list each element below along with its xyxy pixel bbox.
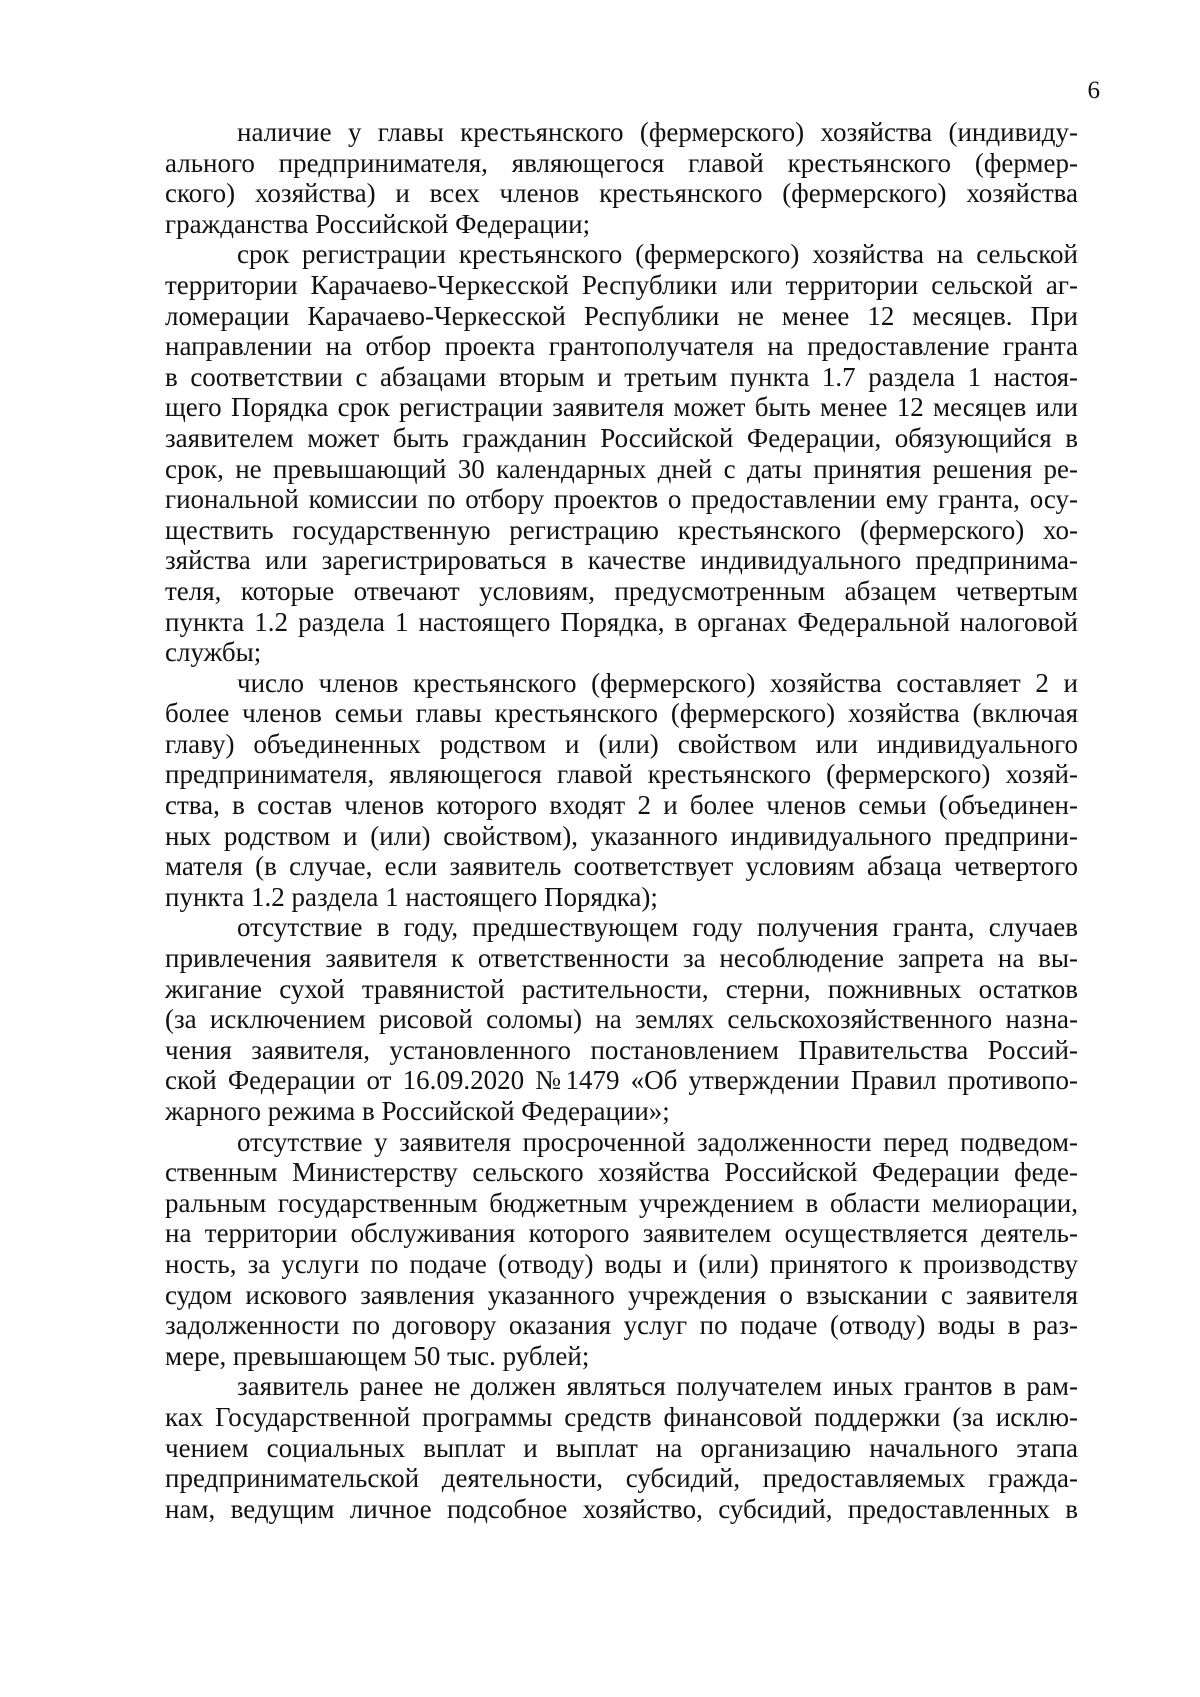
text-line: зяйства или зарегистрироваться в качестве индивидуального предпринима- — [165, 545, 1078, 576]
text-line: на территории обслуживания которого заявителем осуществляется деятель- — [165, 1218, 1078, 1249]
text-line: мателя (в случае, если заявитель соответствует условиям абзаца четвертого — [165, 851, 1078, 882]
text-line: гражданства Российской Федерации; — [165, 208, 591, 239]
text-line: пункта 1.2 раздела 1 настоящего Порядка, в органах Федеральной налоговой — [165, 606, 1078, 637]
text-line: ственным Министерству сельского хозяйства Российской Федерации феде- — [165, 1157, 1078, 1188]
text-line: ства, в состав членов которого входят 2 и более членов семьи (объединен- — [165, 790, 1078, 821]
text-line: ральным государственным бюджетным учреждением в области мелиорации, — [165, 1187, 1078, 1218]
text-line: теля, которые отвечают условиям, предусмотренным абзацем четвертым — [165, 575, 1078, 606]
text-line: ществить государственную регистрацию крестьянского (фермерского) хо- — [165, 514, 1078, 545]
text-line: главу) объединенных родством и (или) свойством или индивидуального — [165, 728, 1078, 759]
text-line: более членов семьи главы крестьянского (фермерского) хозяйства (включая — [165, 698, 1078, 729]
text-line: жарного режима в Российской Федерации»; — [165, 1096, 670, 1126]
text-line: пункта 1.2 раздела 1 настоящего Порядка); — [165, 881, 658, 912]
text-line: мере, превышающем 50 тыс. рублей; — [165, 1340, 590, 1371]
text-line: (за исключением рисовой соломы) на землях сельскохозяйственного назна- — [165, 1004, 1078, 1035]
text-line: чением социальных выплат и выплат на организацию начального этапа — [165, 1432, 1078, 1463]
text-line: территории Карачаево-Черкесской Республики или территории сельской аг- — [165, 269, 1078, 300]
text-line: ных родством и (или) свойством), указанного индивидуального предприни- — [165, 820, 1078, 851]
text-line: нам, ведущим личное подсобное хозяйство, субсидий, предоставленных в — [165, 1493, 1078, 1524]
text-line: задолженности по договору оказания услуг по подаче (отводу) воды в раз- — [165, 1310, 1078, 1341]
text-line: ского) хозяйства) и всех членов крестьянского (фермерского) хозяйства — [165, 178, 1078, 209]
text-line: отсутствие у заявителя просроченной задолженности перед подведом- — [237, 1126, 1078, 1157]
text-line: щего Порядка срок регистрации заявителя может быть менее 12 месяцев или — [165, 392, 1078, 423]
text-line: предпринимателя, являющегося главой крестьянского (фермерского) хозяй- — [165, 759, 1078, 790]
text-line: наличие у главы крестьянского (фермерского) хозяйства (индивиду- — [237, 117, 1078, 147]
text-line: жигание сухой травянистой растительности, стерни, пожнивных остатков — [165, 973, 1078, 1004]
text-line: чения заявителя, установленного постановлением Правительства Россий- — [165, 1034, 1078, 1065]
text-line: ках Государственной программы средств финансовой поддержки (за исклю- — [165, 1401, 1078, 1432]
text-line: гиональной комиссии по отбору проектов о предоставлении ему гранта, осу- — [165, 484, 1078, 515]
text-line: отсутствие в году, предшествующем году получения гранта, случаев — [237, 912, 1078, 943]
text-line: ской Федерации от 16.09.2020 №1479 «Об утверждении Правил противопо- — [165, 1065, 1078, 1096]
text-line: в соответствии с абзацами вторым и третьим пункта 1.7 раздела 1 настоя- — [165, 361, 1078, 392]
text-line: срок, не превышающий 30 календарных дней с даты принятия решения ре- — [165, 453, 1078, 484]
text-line: ломерации Карачаево-Черкесской Республики не менее 12 месяцев. При — [165, 300, 1078, 331]
text-line: число членов крестьянского (фермерского) хозяйства составляет 2 и — [237, 667, 1078, 698]
text-line: направлении на отбор проекта грантополучателя на предоставление гранта — [165, 331, 1078, 362]
text-line: привлечения заявителя к ответственности за несоблюдение запрета на вы- — [165, 943, 1078, 974]
text-line: заявитель ранее не должен являться получателем иных грантов в рам- — [237, 1371, 1078, 1402]
text-line: ность, за услуги по подаче (отводу) воды и (или) принятого к производству — [165, 1248, 1078, 1279]
document-body — [165, 117, 1078, 1524]
text-line: судом искового заявления указанного учреждения о взыскании с заявителя — [165, 1279, 1078, 1310]
text-line: срок регистрации крестьянского (фермерского) хозяйства на сельской — [237, 239, 1078, 270]
text-line: ального предпринимателя, являющегося главой крестьянского (фермер- — [165, 147, 1078, 178]
text-line: службы; — [165, 637, 262, 668]
text-line: заявителем может быть гражданин Российской Федерации, обязующийся в — [165, 422, 1078, 453]
text-line: предпринимательской деятельности, субсидий, предоставляемых гражда- — [165, 1463, 1078, 1494]
page-number: 6 — [1087, 77, 1100, 104]
